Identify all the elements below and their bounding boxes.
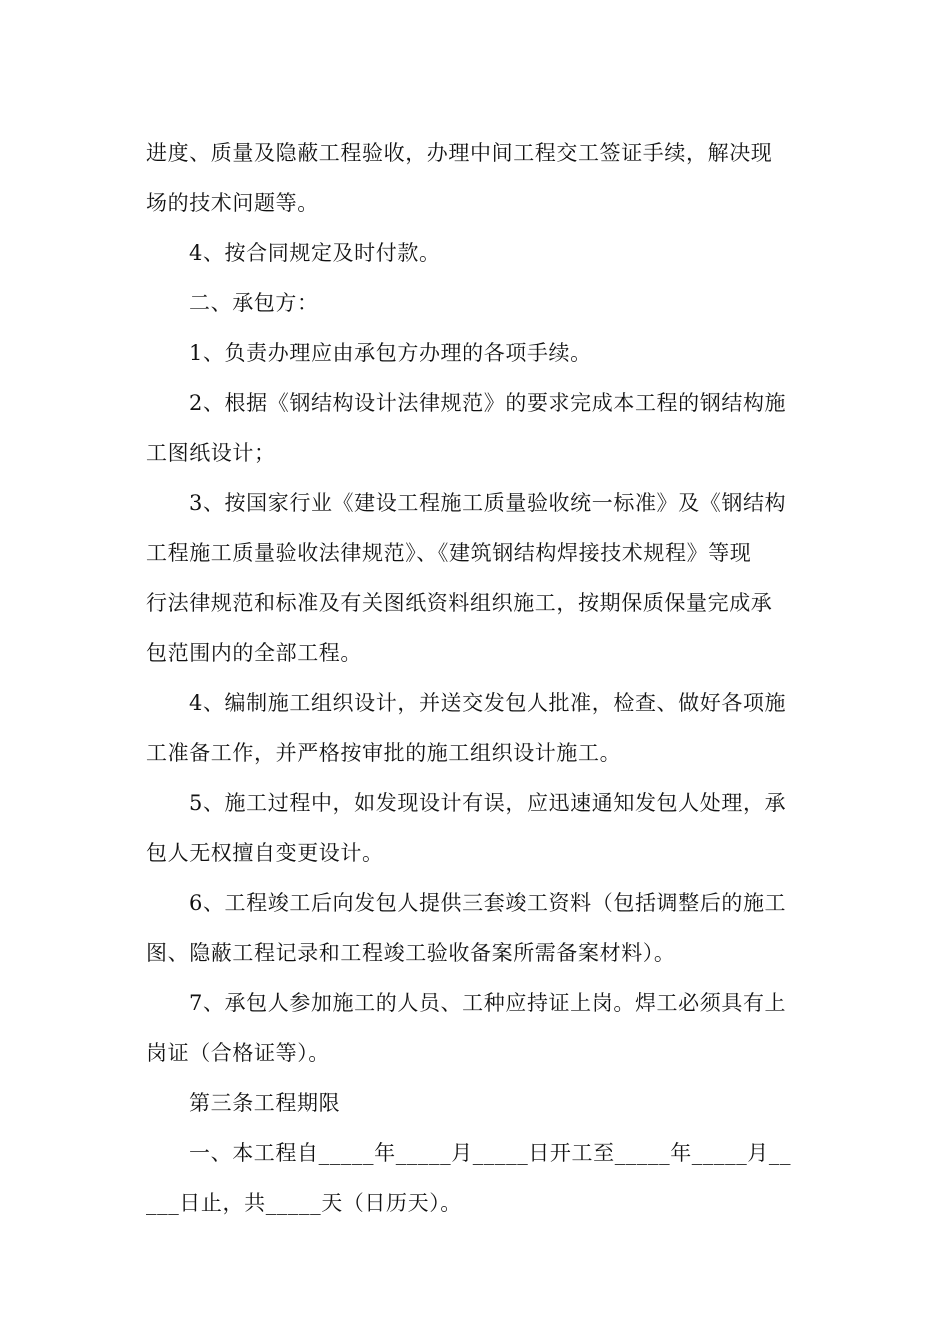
paragraph-line: 5、施工过程中，如发现设计有误，应迅速通知发包人处理，承 bbox=[189, 791, 787, 815]
paragraph-line: 1、负责办理应由承包方办理的各项手续。 bbox=[189, 341, 592, 365]
paragraph-line: 一、本工程自_____年_____月_____日开工至_____年_____月__ bbox=[189, 1141, 792, 1165]
paragraph-line: 包人无权擅自变更设计。 bbox=[146, 841, 384, 865]
paragraph-line: 行法律规范和标准及有关图纸资料组织施工，按期保质保量完成承 bbox=[146, 591, 773, 615]
paragraph-line: 工程施工质量验收法律规范》、《建筑钢结构焊接技术规程》等现 bbox=[146, 541, 752, 565]
paragraph-line: 7、承包人参加施工的人员、工种应持证上岗。焊工必须具有上 bbox=[189, 991, 787, 1015]
paragraph-line: 4、按合同规定及时付款。 bbox=[189, 241, 441, 265]
paragraph-line: 进度、质量及隐蔽工程验收，办理中间工程交工签证手续，解决现 bbox=[146, 141, 773, 165]
paragraph-line: 4、编制施工组织设计，并送交发包人批准，检查、做好各项施 bbox=[189, 691, 787, 715]
paragraph-line: 工图纸设计； bbox=[146, 441, 276, 465]
section-heading: 二、承包方： bbox=[189, 291, 319, 315]
paragraph-line: 2、根据《钢结构设计法律规范》的要求完成本工程的钢结构施 bbox=[189, 391, 787, 415]
paragraph-line: 岗证（合格证等）。 bbox=[146, 1041, 330, 1065]
paragraph-line: 工准备工作，并严格按审批的施工组织设计施工。 bbox=[146, 741, 622, 765]
paragraph-line: 6、工程竣工后向发包人提供三套竣工资料（包括调整后的施工 bbox=[189, 891, 787, 915]
paragraph-line: ___日止，共_____天（日历天）。 bbox=[146, 1191, 462, 1215]
article-heading: 第三条工程期限 bbox=[189, 1091, 341, 1115]
paragraph-line: 场的技术问题等。 bbox=[146, 191, 319, 215]
paragraph-line: 图、隐蔽工程记录和工程竣工验收备案所需备案材料）。 bbox=[146, 941, 676, 965]
paragraph-line: 3、按国家行业《建设工程施工质量验收统一标准》及《钢结构 bbox=[189, 491, 787, 515]
paragraph-line: 包范围内的全部工程。 bbox=[146, 641, 362, 665]
